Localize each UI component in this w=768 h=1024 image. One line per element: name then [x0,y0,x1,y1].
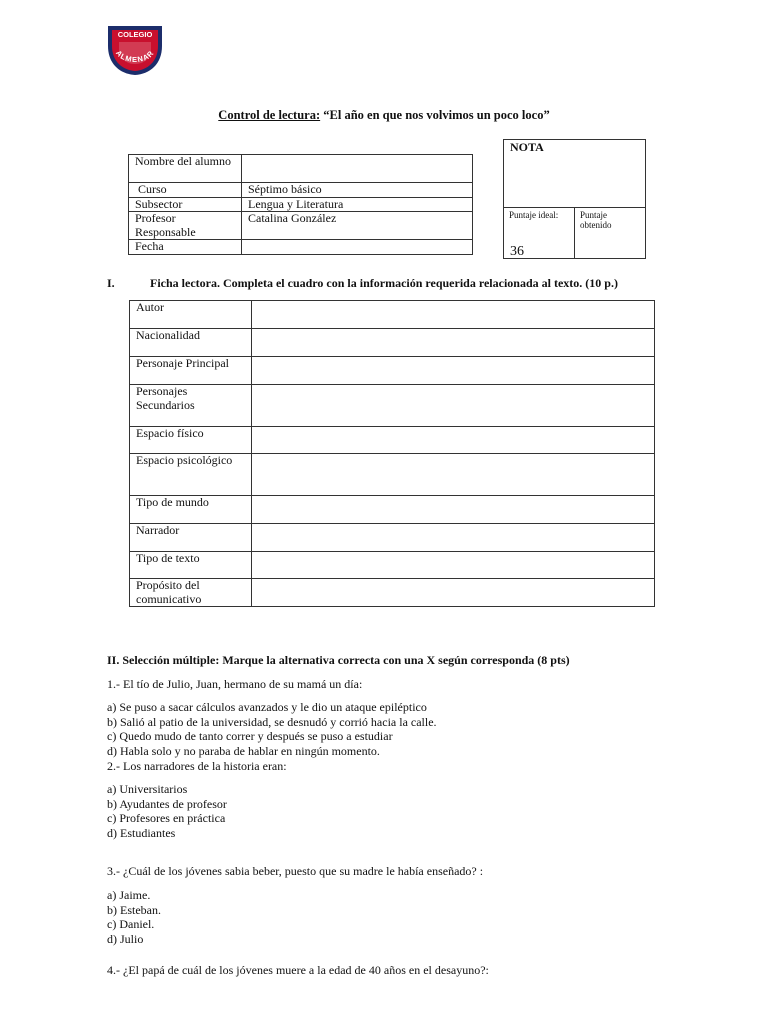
q3-option-d[interactable]: d) Julio [107,931,144,946]
sheet-answer-espacio-psicologico[interactable] [252,454,655,496]
sheet-label-espacio-fisico: Espacio físico [130,427,252,454]
question-4-text: 4.- ¿El papá de cuál de los jóvenes muere a la edad de 40 años en el desayuno?: [107,963,489,977]
logo-bottom-text: ALMENAR [114,48,156,65]
info-value-nombre[interactable] [242,155,473,183]
sheet-label-tipo-de-mundo: Tipo de mundo [130,496,252,524]
info-label-subsector: Subsector [129,197,242,212]
sheet-answer-espacio-fisico[interactable] [252,427,655,454]
grade-title: NOTA [504,140,645,208]
q3-option-c[interactable]: c) Daniel. [107,917,155,932]
logo-top-text: COLEGIO [117,30,153,39]
sheet-label-narrador: Narrador [130,524,252,552]
title-label: Control de lectura: [218,108,321,122]
q2-option-b[interactable]: b) Ayudantes de profesor [107,796,227,811]
student-info-table [128,154,473,255]
q1-option-c[interactable]: c) Quedo mudo de tanto correr y después se puso a estudiar [107,729,393,744]
question-3-options [107,888,161,946]
sheet-label-tipo-de-texto: Tipo de texto [130,552,252,579]
obtained-score-cell[interactable] [575,208,645,258]
sheet-answer-proposito[interactable] [252,579,655,607]
q1-option-a[interactable]: a) Se puso a sacar cálculos avanzados y le dio un ataque epiléptico [107,700,427,714]
grade-box [503,139,646,259]
info-label-curso: Curso [129,183,242,198]
info-label-profesor: Profesor Responsable [129,212,242,240]
info-value-subsector: Lengua y Literatura [242,197,473,212]
sheet-answer-personaje-principal[interactable] [252,357,655,385]
sheet-label-proposito: Propósito del comunicativo [130,579,252,607]
reading-sheet-table [129,300,655,607]
title-text: “El año en que nos volvimos un poco loco” [320,108,550,122]
question-3-text: 3.- ¿Cuál de los jóvenes sabia beber, puesto que su madre le había enseñado? : [107,864,484,878]
q1-option-d[interactable]: d) Habla solo y no paraba de hablar en ningún momento. [107,743,380,758]
ideal-score-label: Puntaje ideal: [509,210,559,220]
q1-option-b[interactable]: b) Salió al patio de la universidad, se desnudó y corrió hacia la calle. [107,714,437,729]
sheet-label-nacionalidad: Nacionalidad [130,329,252,357]
sheet-label-autor: Autor [130,301,252,329]
sheet-answer-autor[interactable] [252,301,655,329]
obtained-score-label: Puntaje obtenido [580,210,612,230]
q2-option-c[interactable]: c) Profesores en práctica [107,811,226,826]
section2-heading: II. Selección múltiple: Marque la alternativa correcta con una X según corresponda (8 pts) [107,653,570,667]
sheet-answer-personajes-secundarios[interactable] [252,385,655,427]
question-1-text: 1.- El tío de Julio, Juan, hermano de su mamá un día: [107,677,363,691]
info-value-profesor: Catalina González [242,212,473,240]
q2-option-d[interactable]: d) Estudiantes [107,825,176,840]
info-label-nombre: Nombre del alumno [129,155,242,183]
sheet-label-personaje-principal: Personaje Principal [130,357,252,385]
ideal-score-value: 36 [510,244,524,259]
info-value-fecha[interactable] [242,240,473,255]
school-crest-logo [106,24,164,76]
question-1-options [107,700,437,758]
section1-number: I. [107,276,115,290]
section1-heading [107,276,618,291]
q2-option-a[interactable]: a) Universitarios [107,782,188,796]
question-2-text: 2.- Los narradores de la historia eran: [107,759,287,773]
q3-option-a[interactable]: a) Jaime. [107,888,151,902]
page-title [0,108,768,123]
sheet-label-espacio-psicologico: Espacio psicológico [130,454,252,496]
ideal-score-cell [504,208,575,258]
info-value-curso: Séptimo básico [242,183,473,198]
section1-text: Ficha lectora. Completa el cuadro con la información requerida relacionada al texto. (10 p.) [150,276,618,290]
question-2-options [107,782,227,840]
sheet-answer-nacionalidad[interactable] [252,329,655,357]
sheet-answer-narrador[interactable] [252,524,655,552]
info-label-fecha: Fecha [129,240,242,255]
sheet-label-personajes-secundarios: Personajes Secundarios [130,385,252,427]
sheet-answer-tipo-de-texto[interactable] [252,552,655,579]
sheet-answer-tipo-de-mundo[interactable] [252,496,655,524]
q3-option-b[interactable]: b) Esteban. [107,902,161,917]
